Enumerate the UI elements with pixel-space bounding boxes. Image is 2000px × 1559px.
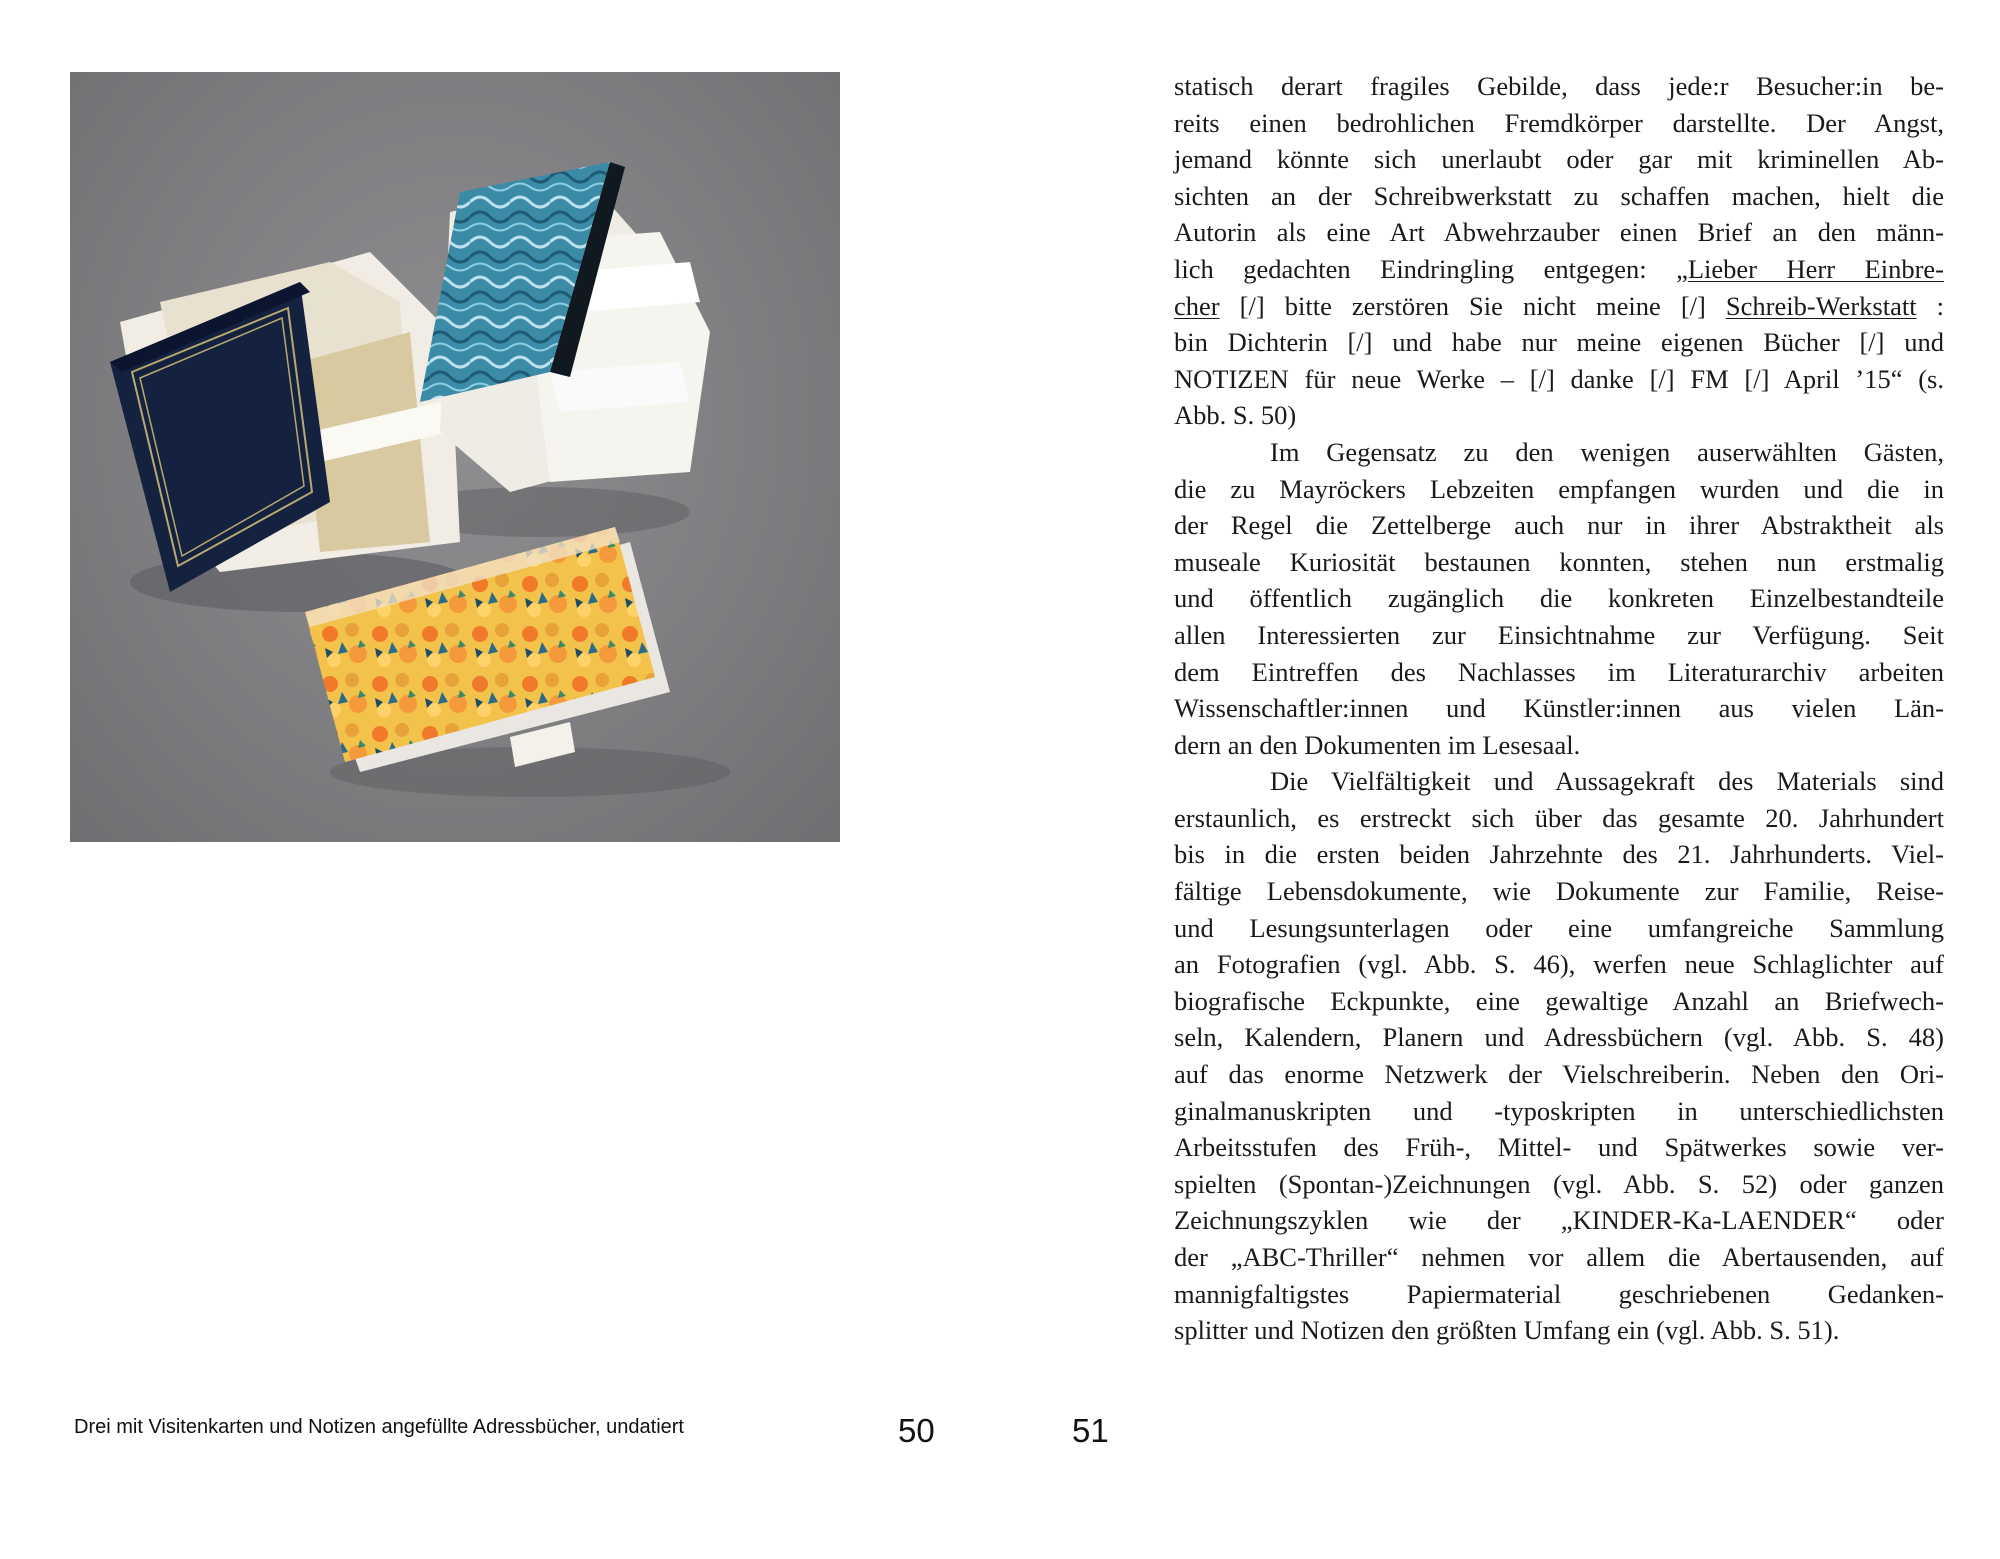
- text-line: fältige Lebensdokumente, wie Dokumente zur Familie, Reise-: [1174, 876, 1944, 907]
- text-line: Autorin als eine Art Abwehrzauber einen Brief an den männ-: [1174, 217, 1944, 248]
- text-line: allen Interessierten zur Einsichtnahme zur Verfügung. Seit: [1174, 619, 1944, 650]
- text-line: an Fotografien (vgl. Abb. S. 46), werfen neue Schlaglichter auf: [1174, 949, 1944, 980]
- text-line: [1174, 251, 1944, 288]
- text-line: erstaunlich, es erstreckt sich über das gesamte 20. Jahrhundert: [1174, 802, 1944, 833]
- text-line: sichten an der Schreibwerkstatt zu schaffen machen, hielt die: [1174, 180, 1944, 211]
- text-line: mannigfaltigstes Papiermaterial geschriebenen Gedanken-: [1174, 1278, 1944, 1309]
- text-line: Zeichnungszyklen wie der „KINDER-Ka-LAENDER“ oder: [1174, 1205, 1944, 1236]
- text-line: der Regel die Zettelberge auch nur in ihrer Abstraktheit als: [1174, 510, 1944, 541]
- text-line: Im Gegensatz zu den wenigen auserwählten Gästen,: [1270, 436, 1944, 467]
- text-line: die zu Mayröckers Lebzeiten empfangen wurden und die in: [1174, 473, 1944, 504]
- text-line: Abb. S. 50): [1174, 400, 1297, 431]
- text-line: dem Eintreffen des Nachlasses im Literaturarchiv arbeiten: [1174, 656, 1944, 687]
- text-line: bis in die ersten beiden Jahrzehnte des 21. Jahrhunderts. Viel-: [1174, 839, 1944, 870]
- address-books-illustration: [70, 72, 840, 842]
- text-segment: lich gedachten Eindringling entgegen: „: [1174, 253, 1688, 284]
- text-line: statisch derart fragiles Gebilde, dass jede:r Besucher:in be-: [1174, 71, 1944, 101]
- text-line: und Lesungsunterlagen oder eine umfangreiche Sammlung: [1174, 912, 1944, 943]
- photo-address-books: [70, 72, 840, 842]
- text-line: spielten (Spontan-)Zeichnungen (vgl. Abb. S. 52) oder ganzen: [1174, 1168, 1944, 1199]
- text-line: der „ABC-Thriller“ nehmen vor allem die Abertausenden, auf: [1174, 1242, 1944, 1272]
- text-line: ginalmanuskripten und -typoskripten in unterschiedlichsten: [1174, 1095, 1944, 1126]
- quoted-letter-text: Schreib-Werkstatt: [1725, 290, 1917, 321]
- right-page: [1000, 0, 2000, 1559]
- text-line: bin Dichterin [/] und habe nur meine eigenen Bücher [/] und: [1174, 327, 1944, 358]
- quoted-letter-text: cher: [1174, 290, 1220, 321]
- text-line: reits einen bedrohlichen Fremdkörper darstellte. Der Angst,: [1174, 107, 1944, 138]
- text-line: museale Kuriosität bestaunen konnten, stehen nun erstmalig: [1174, 546, 1944, 577]
- text-line: und öffentlich zugänglich die konkreten Einzelbestandteile: [1174, 583, 1944, 614]
- text-line: jemand könnte sich unerlaubt oder gar mit kriminellen Ab-: [1174, 144, 1944, 175]
- text-line: Wissenschaftler:innen und Künstler:innen aus vielen Län-: [1174, 693, 1944, 724]
- photo-caption: Drei mit Visitenkarten und Notizen angefüllte Adressbücher, undatiert: [74, 1416, 684, 1438]
- text-line: [1174, 288, 1944, 325]
- text-line: biografische Eckpunkte, eine gewaltige Anzahl an Briefwech-: [1174, 985, 1944, 1016]
- text-line: seln, Kalendern, Planern und Adressbüchern (vgl. Abb. S. 48): [1174, 1022, 1944, 1053]
- body-text: [1174, 68, 1944, 1349]
- text-segment: :: [1916, 290, 1944, 321]
- text-line: Die Vielfältigkeit und Aussagekraft des Materials sind: [1270, 766, 1944, 797]
- text-line: dern an den Dokumenten im Lesesaal.: [1174, 729, 1581, 760]
- page-number-left: 50: [898, 1412, 935, 1449]
- text-line: auf das enorme Netzwerk der Vielschreiberin. Neben den Ori-: [1174, 1059, 1944, 1090]
- text-line: Arbeitsstufen des Früh-, Mittel- und Spätwerkes sowie ver-: [1174, 1132, 1944, 1163]
- text-line: NOTIZEN für neue Werke – [/] danke [/] FM [/] April ’15“ (s.: [1174, 363, 1944, 394]
- quoted-letter-text: Lieber Herr Einbre-: [1687, 253, 1944, 284]
- page-number-right: 51: [1072, 1412, 1109, 1449]
- text-segment: [/] bitte zerstören Sie nicht meine [/]: [1219, 290, 1726, 321]
- text-line: splitter und Notizen den größten Umfang ein (vgl. Abb. S. 51).: [1174, 1315, 1840, 1346]
